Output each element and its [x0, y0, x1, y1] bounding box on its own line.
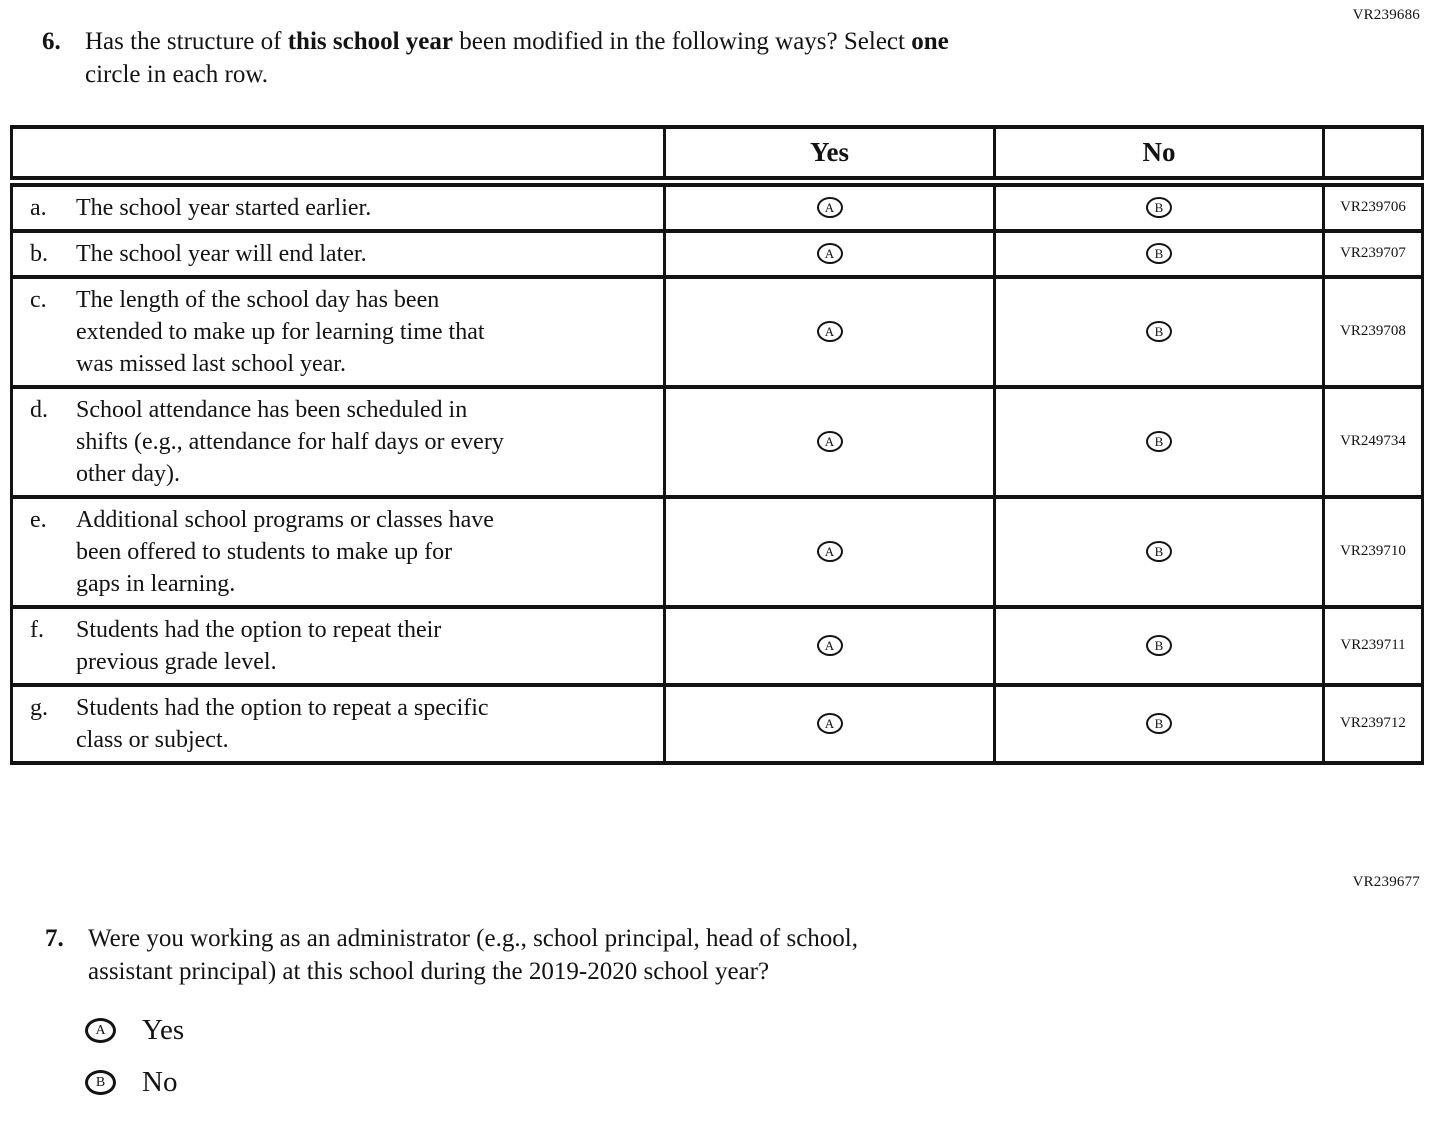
row-c-yes-cell — [665, 277, 995, 387]
row-f-vr-code: VR239711 — [1324, 607, 1423, 685]
question-7-line2: assistant principal) at this school during the 2019-2020 school year? — [88, 958, 770, 985]
row-c-yes-bubble[interactable]: A — [817, 321, 843, 342]
row-a-vr-code: VR239706 — [1324, 181, 1423, 231]
row-g-yes-bubble[interactable]: A — [817, 713, 843, 734]
row-letter: a. — [30, 194, 47, 221]
q7-option-yes — [85, 1016, 184, 1045]
row-c-no-cell — [995, 277, 1324, 387]
question-6-line2: circle in each row. — [85, 61, 268, 88]
row-f-yes-bubble[interactable]: A — [817, 635, 843, 656]
question-6 — [42, 25, 949, 91]
row-letter: c. — [30, 286, 47, 313]
row-d-vr-code: VR249734 — [1324, 387, 1423, 497]
q7-yes-label: Yes — [142, 1014, 185, 1046]
row-f-no-bubble[interactable]: B — [1146, 635, 1172, 656]
header-yes: Yes — [665, 127, 995, 181]
row-f-stem — [12, 607, 665, 685]
row-text-line: previous grade level. — [76, 648, 277, 675]
q6-text-part: been modified in the following ways? Select — [453, 28, 912, 55]
row-text-line: School attendance has been scheduled in — [76, 396, 468, 423]
row-g-vr-code: VR239712 — [1324, 685, 1423, 763]
row-text-line: Additional school programs or classes have — [76, 506, 494, 533]
row-c-no-bubble[interactable]: B — [1146, 321, 1172, 342]
row-e-yes-bubble[interactable]: A — [817, 541, 843, 562]
table-header-row — [12, 127, 1423, 181]
row-e-no-bubble[interactable]: B — [1146, 541, 1172, 562]
row-d-no-cell — [995, 387, 1324, 497]
q7-option-no — [85, 1068, 177, 1097]
row-b-no-bubble[interactable]: B — [1146, 243, 1172, 264]
q7-section-vr-code: VR239677 — [1352, 874, 1420, 890]
row-text-line: extended to make up for learning time that — [76, 318, 485, 345]
q7-no-bubble[interactable]: B — [85, 1070, 116, 1095]
question-6-line1 — [85, 25, 949, 58]
q7-no-label: No — [142, 1066, 178, 1098]
row-letter: e. — [30, 506, 47, 533]
table-row-a — [12, 181, 1423, 231]
table-row-b — [12, 231, 1423, 277]
q6-response-table — [10, 125, 1424, 765]
question-7-line1: Were you working as an administrator (e.g., school principal, head of school, — [88, 925, 858, 952]
row-e-no-cell — [995, 497, 1324, 607]
row-text-line: Students had the option to repeat their — [76, 616, 442, 643]
table-row-c — [12, 277, 1423, 387]
row-a-yes-cell — [665, 181, 995, 231]
row-text-line: other day). — [76, 460, 180, 487]
row-text-line: shifts (e.g., attendance for half days or every — [76, 428, 504, 455]
row-text-line: The school year will end later. — [76, 240, 367, 267]
q6-section-vr-code: VR239686 — [1352, 7, 1420, 23]
row-g-stem — [12, 685, 665, 763]
row-d-stem — [12, 387, 665, 497]
table-row-f — [12, 607, 1423, 685]
question-6-text — [85, 25, 949, 91]
row-g-no-cell — [995, 685, 1324, 763]
question-7-number: 7. — [45, 925, 64, 952]
row-e-stem — [12, 497, 665, 607]
row-text-line: gaps in learning. — [76, 570, 236, 597]
row-b-no-cell — [995, 231, 1324, 277]
row-e-yes-cell — [665, 497, 995, 607]
row-a-no-cell — [995, 181, 1324, 231]
header-no: No — [995, 127, 1324, 181]
table-row-d — [12, 387, 1423, 497]
question-6-number: 6. — [42, 28, 61, 55]
row-d-no-bubble[interactable]: B — [1146, 431, 1172, 452]
row-b-yes-cell — [665, 231, 995, 277]
q6-text-bold: one — [911, 28, 949, 55]
row-b-stem — [12, 231, 665, 277]
row-e-vr-code: VR239710 — [1324, 497, 1423, 607]
q6-text-part: Has the structure of — [85, 28, 288, 55]
row-a-yes-bubble[interactable]: A — [817, 197, 843, 218]
row-g-yes-cell — [665, 685, 995, 763]
row-letter: f. — [30, 616, 44, 643]
q7-yes-bubble[interactable]: A — [85, 1018, 116, 1043]
row-g-no-bubble[interactable]: B — [1146, 713, 1172, 734]
row-a-no-bubble[interactable]: B — [1146, 197, 1172, 218]
row-a-stem — [12, 181, 665, 231]
row-text-line: been offered to students to make up for — [76, 538, 453, 565]
row-text-line: The length of the school day has been — [76, 286, 440, 313]
question-7 — [45, 922, 858, 988]
q6-text-bold: this school year — [287, 28, 453, 55]
row-letter: b. — [30, 240, 48, 267]
row-c-stem — [12, 277, 665, 387]
row-f-yes-cell — [665, 607, 995, 685]
header-vr-blank — [1324, 127, 1423, 181]
row-letter: g. — [30, 694, 48, 721]
row-text-line: class or subject. — [76, 726, 229, 753]
header-stem-blank — [12, 127, 665, 181]
row-b-vr-code: VR239707 — [1324, 231, 1423, 277]
row-letter: d. — [30, 396, 48, 423]
row-b-yes-bubble[interactable]: A — [817, 243, 843, 264]
question-7-text — [88, 922, 858, 988]
row-text-line: The school year started earlier. — [76, 194, 372, 221]
row-d-yes-cell — [665, 387, 995, 497]
row-text-line: Students had the option to repeat a specific — [76, 694, 489, 721]
row-f-no-cell — [995, 607, 1324, 685]
row-text-line: was missed last school year. — [76, 350, 346, 377]
table-row-e — [12, 497, 1423, 607]
table-row-g — [12, 685, 1423, 763]
row-c-vr-code: VR239708 — [1324, 277, 1423, 387]
row-d-yes-bubble[interactable]: A — [817, 431, 843, 452]
